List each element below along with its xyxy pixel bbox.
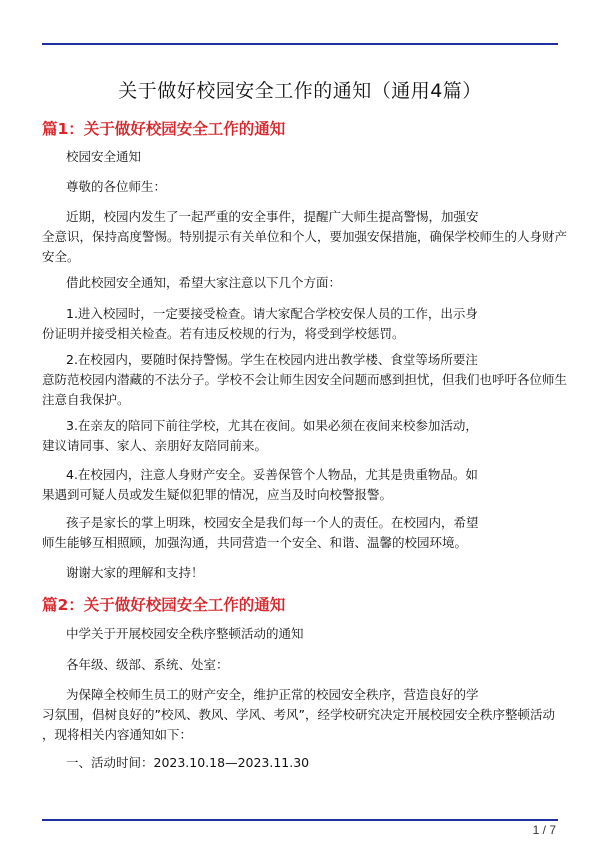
footer-rule (42, 819, 558, 821)
s2-paragraph-4 (42, 753, 558, 773)
text-line: 谢谢大家的理解和支持！ (66, 565, 204, 580)
text-line: 孩子是家长的掌上明珠，校园安全是我们每一个人的责任。在校园内，希望 (66, 515, 479, 530)
s1-paragraph-4 (42, 273, 558, 293)
text-line: 1.进入校园时，一定要接受检查。请大家配合学校安保人员的工作，出示身 (66, 306, 478, 321)
text-line: 中学关于开展校园安全秩序整顿活动的通知 (66, 626, 304, 641)
text-line: 一、活动时间：2023.10.18—2023.11.30 (66, 755, 310, 770)
s1-paragraph-9 (42, 513, 558, 553)
text-line: 为保障全校师生员工的财产安全，维护正常的校园安全秩序，营造良好的学 (66, 687, 479, 702)
s2-paragraph-3 (42, 685, 558, 745)
page-number: 1 / 7 (532, 823, 556, 837)
text-line: 意防范校园内潜藏的不法分子。学校不会让师生因安全问题而感到担忧，但我们也呼吁各位师生 (42, 372, 568, 387)
text-line: 师生能够互相照顾，加强沟通，共同营造一个安全、和谐、温馨的校园环境。 (42, 535, 468, 550)
text-line: 校园安全通知 (66, 149, 142, 164)
text-line: 全意识，保持高度警惕。特别提示有关单位和个人，要加强安保措施，确保学校师生的人身财产 (42, 229, 568, 244)
section-2-heading: 篇2：关于做好校园安全工作的通知 (42, 596, 286, 614)
document-title: 关于做好校园安全工作的通知（通用4篇） (118, 80, 482, 102)
text-line: ，现将相关内容通知如下： (42, 727, 193, 742)
text-line: 4.在校园内，注意人身财产安全。妥善保管个人物品，尤其是贵重物品。如 (66, 467, 478, 482)
text-line: 2.在校园内，要随时保持警惕。学生在校园内进出教学楼、食堂等场所要注 (66, 352, 478, 367)
s1-paragraph-10 (42, 563, 558, 583)
header-rule (42, 43, 558, 45)
s2-paragraph-2 (42, 655, 558, 675)
text-line: 尊敬的各位师生： (66, 179, 167, 194)
s1-paragraph-3 (42, 207, 568, 267)
text-line: 各年级、级部、系统、处室： (66, 657, 229, 672)
s1-paragraph-7 (42, 416, 558, 456)
s2-paragraph-1 (42, 624, 558, 644)
s1-paragraph-1 (42, 147, 558, 167)
s1-paragraph-8 (42, 465, 558, 505)
s1-paragraph-2 (42, 177, 558, 197)
text-line: 借此校园安全通知，希望大家注意以下几个方面： (66, 275, 342, 290)
text-line: 份证明并接受相关检查。若有违反校规的行为，将受到学校惩罚。 (42, 326, 405, 341)
s1-paragraph-5 (42, 304, 558, 344)
s1-paragraph-6 (42, 350, 568, 410)
text-line: 注意自我保护。 (42, 392, 130, 407)
text-line: 习氛围，倡树良好的”校风、教风、学风、考风”，经学校研究决定开展校园安全秩序整顿活动 (42, 707, 555, 722)
text-line: 建议请同事、家人、亲朋好友陪同前来。 (42, 438, 268, 453)
section-1-heading: 篇1：关于做好校园安全工作的通知 (42, 120, 286, 138)
text-line: 近期，校园内发生了一起严重的安全事件，提醒广大师生提高警惕，加强安 (66, 209, 479, 224)
text-line: 果遇到可疑人员或发生疑似犯罪的情况，应当及时向校警报警。 (42, 487, 393, 502)
text-line: 安全。 (42, 249, 80, 264)
text-line: 3.在亲友的陪同下前往学校，尤其在夜间。如果必须在夜间来校参加活动， (66, 418, 478, 433)
